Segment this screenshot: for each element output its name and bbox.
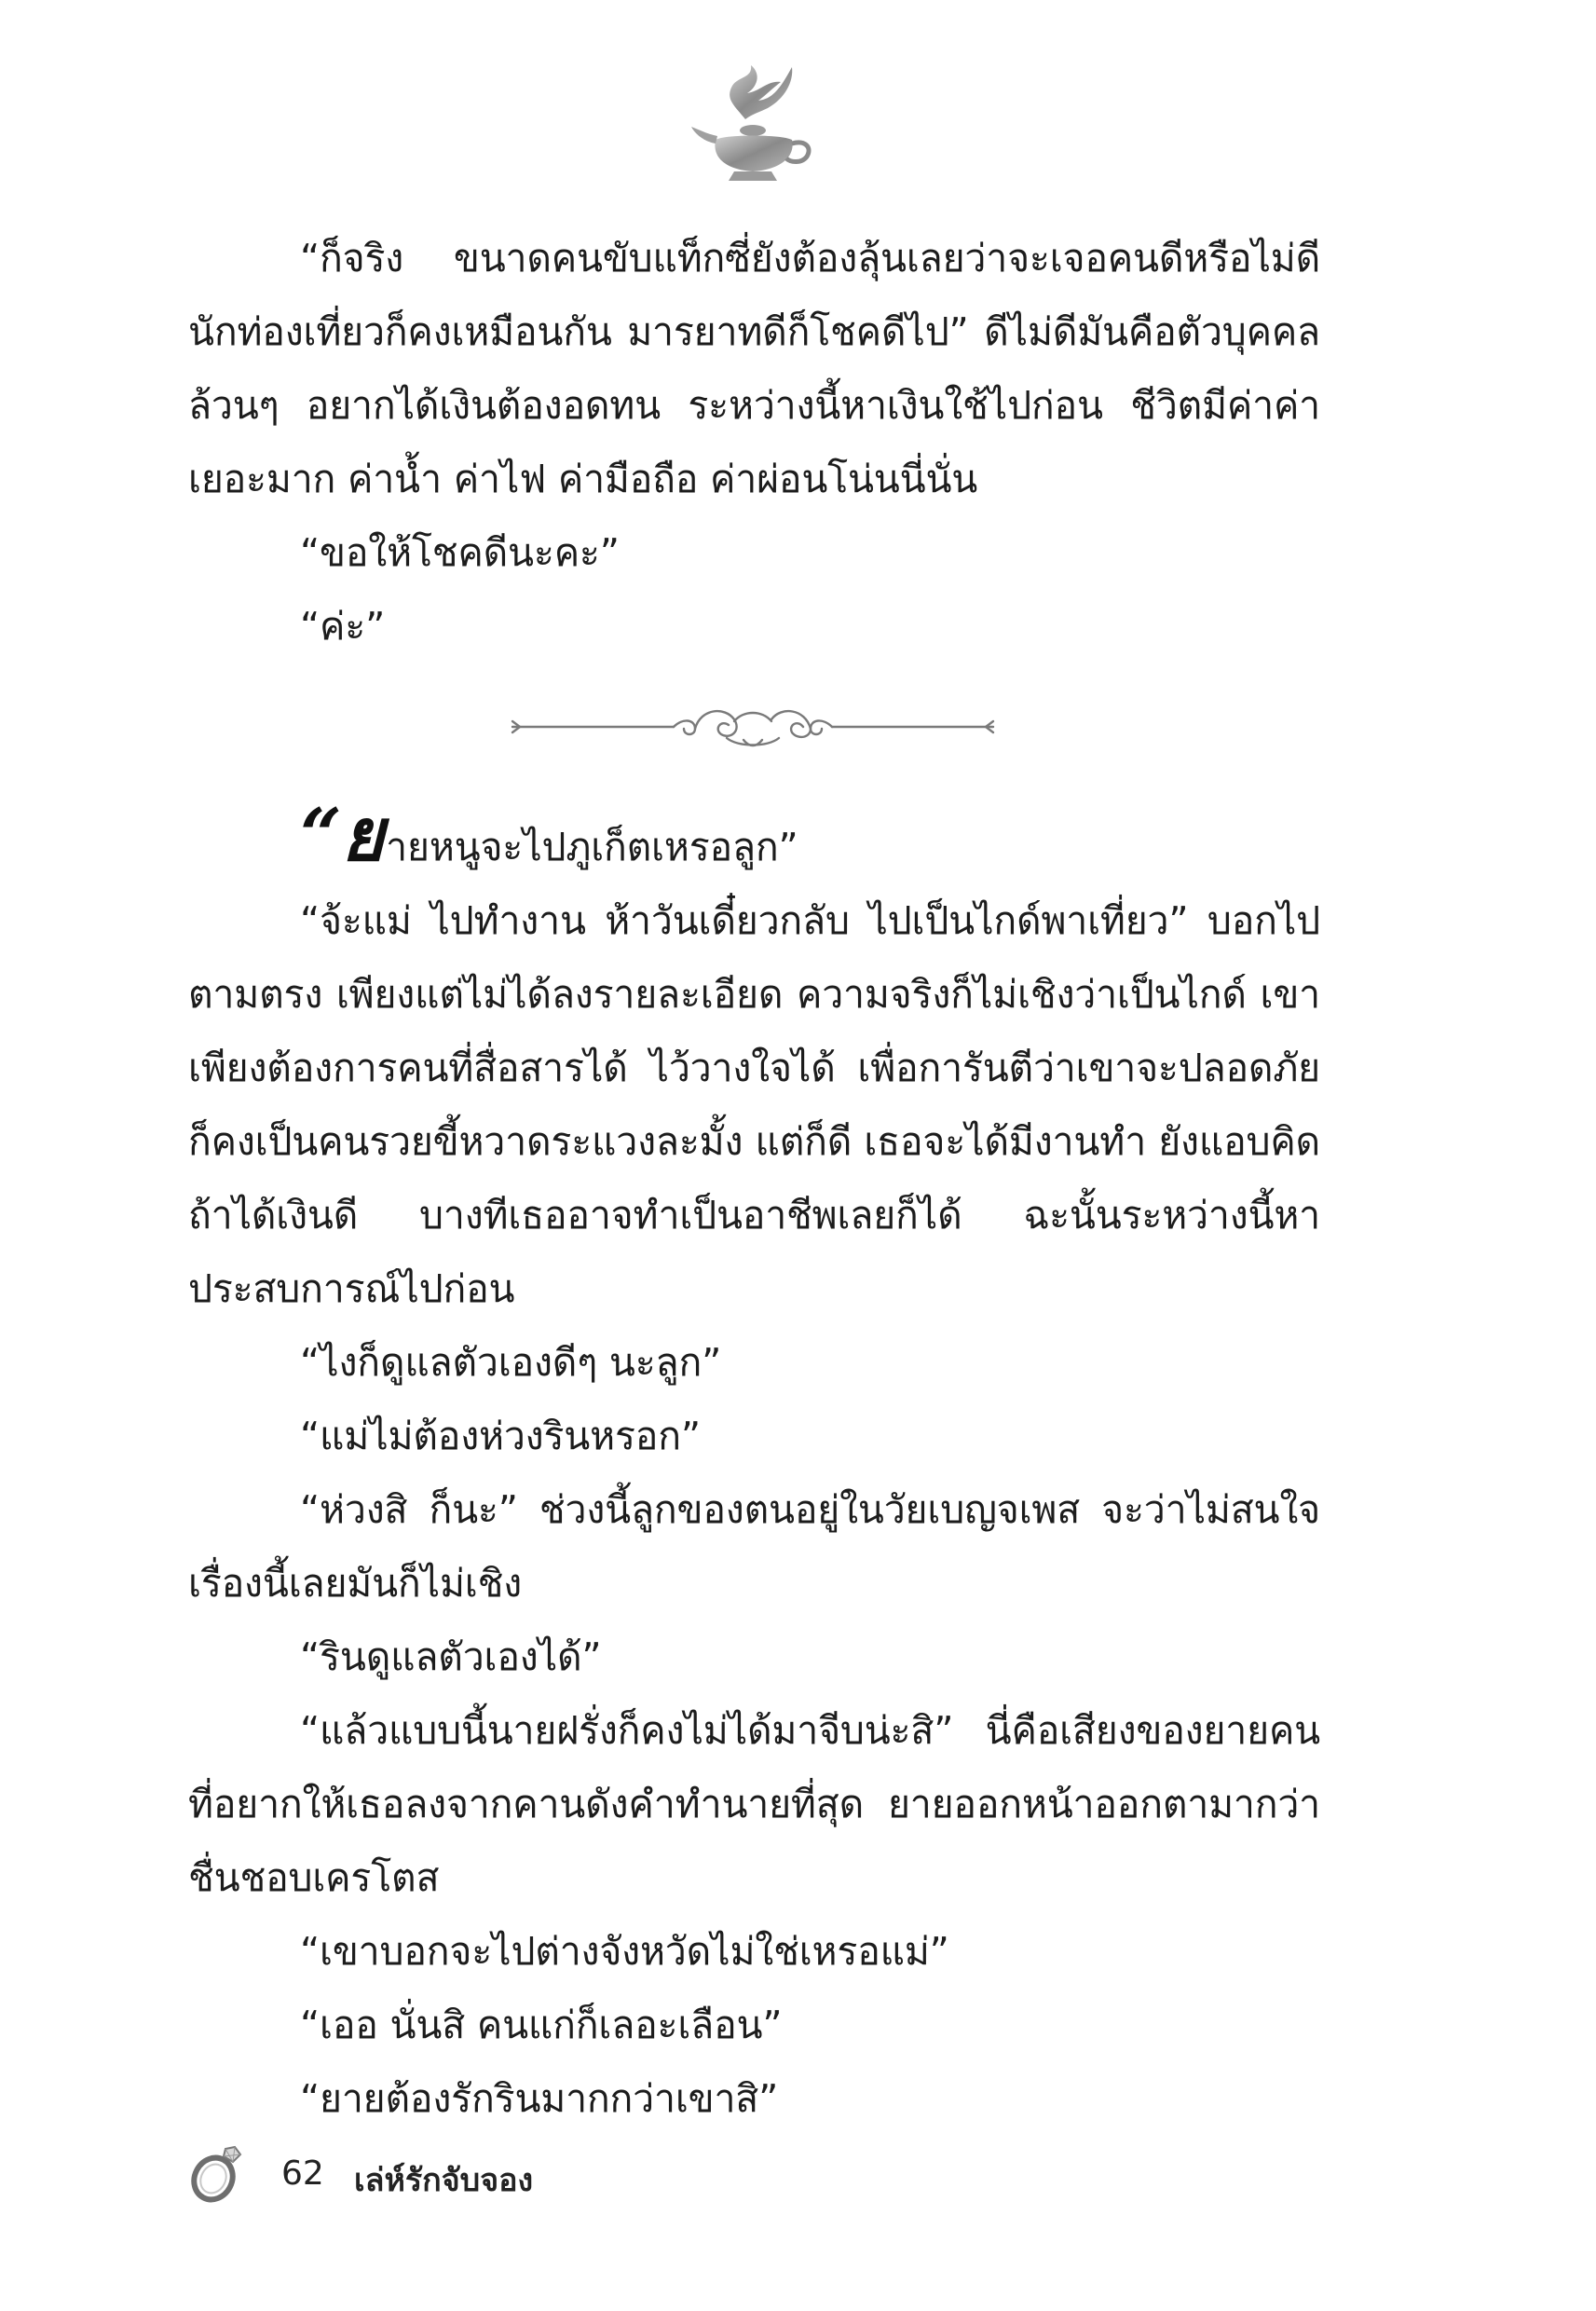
paragraph: “ค่ะ”: [300, 604, 386, 649]
diamond-ring-icon: [188, 2143, 246, 2203]
paragraph: “แม่ไม่ต้องห่วงรินหรอก”: [300, 1414, 701, 1458]
paragraph: “ไงก็ดูแลตัวเองดีๆ นะลูก”: [300, 1340, 722, 1385]
paragraph: “เออ นั่นสิ คนแก่ก็เลอะเลือน”: [300, 2003, 783, 2047]
genie-lamp-icon: [688, 54, 818, 194]
page-footer: [188, 2141, 840, 2207]
drop-cap: “ย: [300, 793, 385, 878]
paragraph: “เขาบอกจะไปต่างจังหวัดไม่ใช่เหรอแม่”: [300, 1929, 949, 1974]
opening-paragraph-text: ายหนูจะไปภูเก็ตเหรอลูก”: [386, 825, 798, 869]
paragraph: “ห่วงสิ ก็นะ” ช่วงนี้ลูกของตนอยู่ในวัยเบญจเพส จะว่าไม่สนใจเรื่องนี้เลยมันก็ไม่เชิง: [188, 1487, 1320, 1606]
paragraph: “ขอให้โชคดีนะคะ”: [300, 530, 620, 575]
paragraph: “แล้วแบบนี้นายฝรั่งก็คงไม่ได้มาจีบน่ะสิ” นี่คือเสียงของยายคนที่อยากให้เธอลงจากคานดังคำทำนายที่สุด ยายออกหน้าออกตามากว่าชื่นชอบเครโตส: [188, 1708, 1320, 1900]
paragraph: “รินดูแลตัวเองได้”: [300, 1634, 602, 1679]
scroll-ornament-divider-icon: [511, 701, 995, 753]
page-number: 62: [281, 2154, 324, 2193]
text-section-1: [188, 222, 1320, 663]
opening-paragraph: [188, 793, 1320, 884]
book-title: เล่ห์รักจับจอง: [354, 2162, 534, 2199]
paragraph: “ก็จริง ขนาดคนขับแท็กซี่ยังต้องลุ้นเลยว่าจะเจอคนดีหรือไม่ดี นักท่องเที่ยวก็คงเหมือนกัน มารยาทดีก็โชคดีไป” ดีไม่ดีมันคือตัวบุคคลล้วนๆ อยากได้เงินต้องอดทน ระหว่างนี้หาเงินใช้ไปก่อน ชีวิตมีค่าค่าเยอะมาก ค่าน้ำ ค่าไฟ ค่ามือถือ ค่าผ่อนโน่นนี่นั่น: [188, 236, 1320, 501]
paragraph: “จ้ะแม่ ไปทำงาน ห้าวันเดี๋ยวกลับ ไปเป็นไกด์พาเที่ยว” บอกไปตามตรง เพียงแต่ไม่ได้ลงรายละเอียด ความจริงก็ไม่เชิงว่าเป็นไกด์ เขาเพียงต้องการคนที่สื่อสารได้ ไว้วางใจได้ เพื่อการันตีว่าเขาจะปลอดภัย ก็คงเป็นคนรวยขี้หวาดระแวงละมั้ง แต่ก็ดี เธอจะได้มีงานทำ ยังแอบคิด ถ้าได้เงินดี บางทีเธออาจทำเป็นอาชีพเลยก็ได้ ฉะนั้นระหว่างนี้หาประสบการณ์ไปก่อน: [188, 898, 1320, 1311]
text-section-2: [188, 793, 1320, 2136]
paragraph: “ยายต้องรักรินมากกว่าเขาสิ”: [300, 2076, 779, 2121]
